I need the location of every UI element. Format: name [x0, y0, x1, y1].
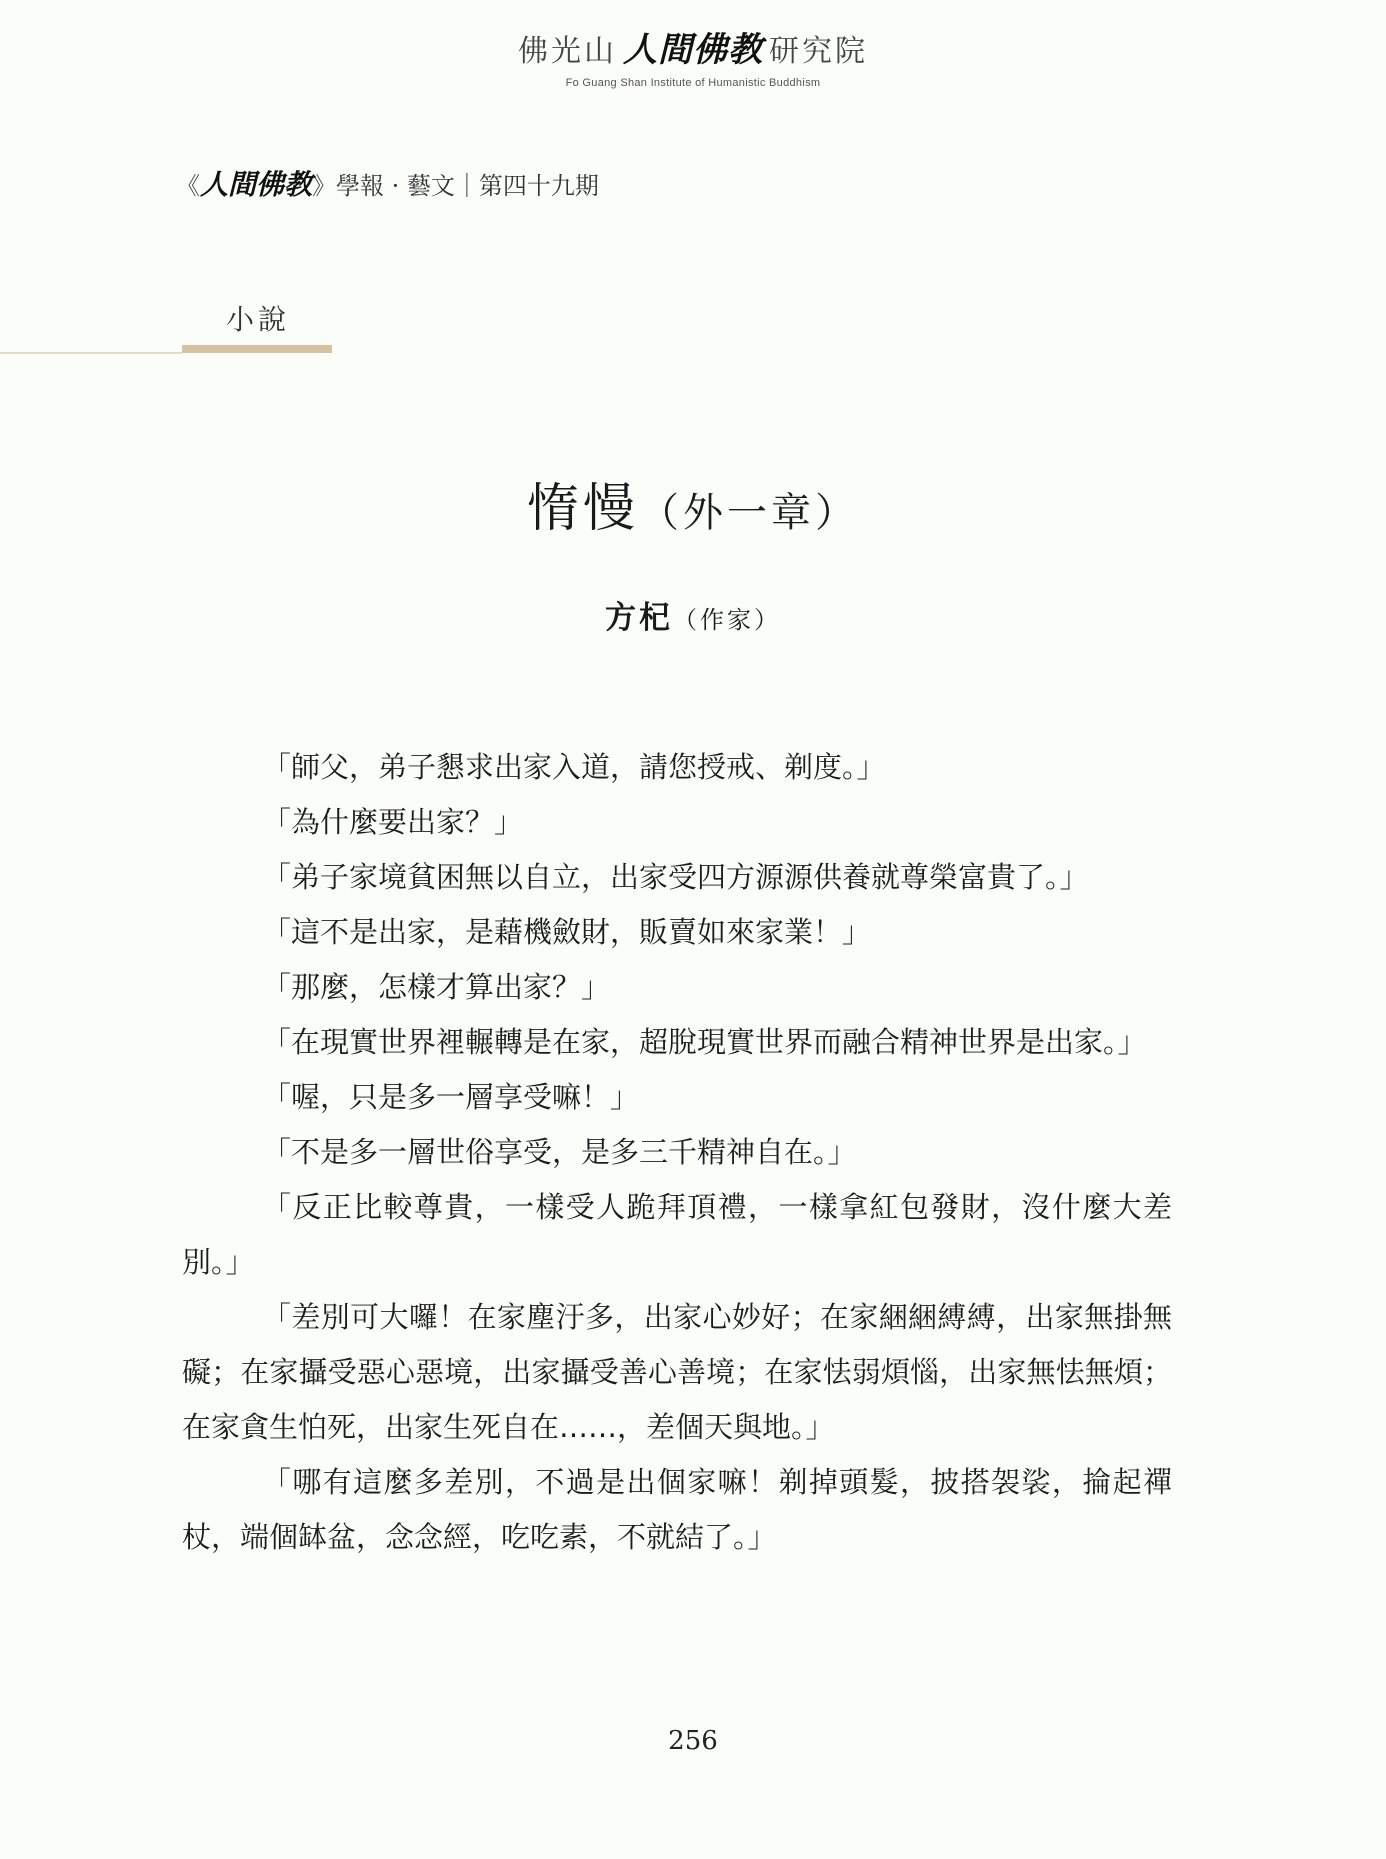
paragraph: 「弟子家境貧困無以自立，出家受四方源源供養就尊榮富貴了。」	[262, 860, 1089, 894]
institute-brand-logo: 人間佛教	[623, 30, 763, 70]
paragraph: 「在現實世界裡輾轉是在家，超脫現實世界而融合精神世界是出家。」	[262, 1025, 1147, 1059]
title-sub: （外一章）	[639, 490, 859, 536]
article-title	[0, 466, 1386, 541]
institute-name	[0, 22, 1386, 71]
title-main: 惰慢	[526, 479, 639, 539]
article-author	[0, 592, 1386, 637]
paragraph: 「師父，弟子懇求出家入道，請您授戒、剃度。」	[262, 750, 886, 784]
article-body	[182, 740, 1172, 1565]
paragraph: 「不是多一層世俗享受，是多三千精神自在。」	[262, 1135, 857, 1169]
running-head-open-bracket: 《	[176, 172, 200, 200]
running-head-close-bracket: 》	[312, 172, 337, 200]
paragraph: 「哪有這麼多差別，不過是出個家嘛！剃掉頭髮，披搭袈裟，掄起禪杖，端個缽盆，念念經，吃吃素，不就結了。」	[182, 1465, 1172, 1554]
institute-english-name: Fo Guang Shan Institute of Humanistic Buddhism	[565, 77, 821, 89]
section-rule-accent	[182, 345, 332, 353]
institute-suffix: 研究院	[769, 34, 868, 69]
institute-prefix: 佛光山	[518, 34, 617, 69]
page-number: 256	[668, 1726, 718, 1756]
paragraph: 「這不是出家，是藉機斂財，販賣如來家業！」	[262, 915, 872, 949]
journal-brand-logo: 人間佛教	[200, 168, 313, 201]
paragraph: 「為什麼要出家？」	[262, 805, 524, 839]
paragraph: 「那麼，怎樣才算出家？」	[262, 970, 611, 1004]
section-label: 小說	[226, 303, 291, 336]
paragraph: 「反正比較尊貴，一樣受人跪拜頂禮，一樣拿紅包發財，沒什麼大差別。」	[182, 1190, 1172, 1279]
running-head-text: 學報 · 藝文｜第四十九期	[336, 172, 599, 200]
section-rule-thin	[0, 352, 182, 354]
author-role: （作家）	[673, 606, 781, 634]
paragraph: 「差別可大囉！在家塵汙多，出家心妙好；在家綑綑縛縛，出家無掛無礙；在家攝受惡心惡境，出家攝受善心善境；在家怯弱煩惱，出家無怯無煩；在家貪生怕死，出家生死自在……，差個天與地。」	[182, 1300, 1172, 1444]
author-name: 方杞	[605, 600, 673, 636]
running-head	[176, 163, 599, 203]
paragraph: 「喔，只是多一層享受嘛！」	[262, 1080, 640, 1114]
institute-header	[0, 22, 1386, 89]
